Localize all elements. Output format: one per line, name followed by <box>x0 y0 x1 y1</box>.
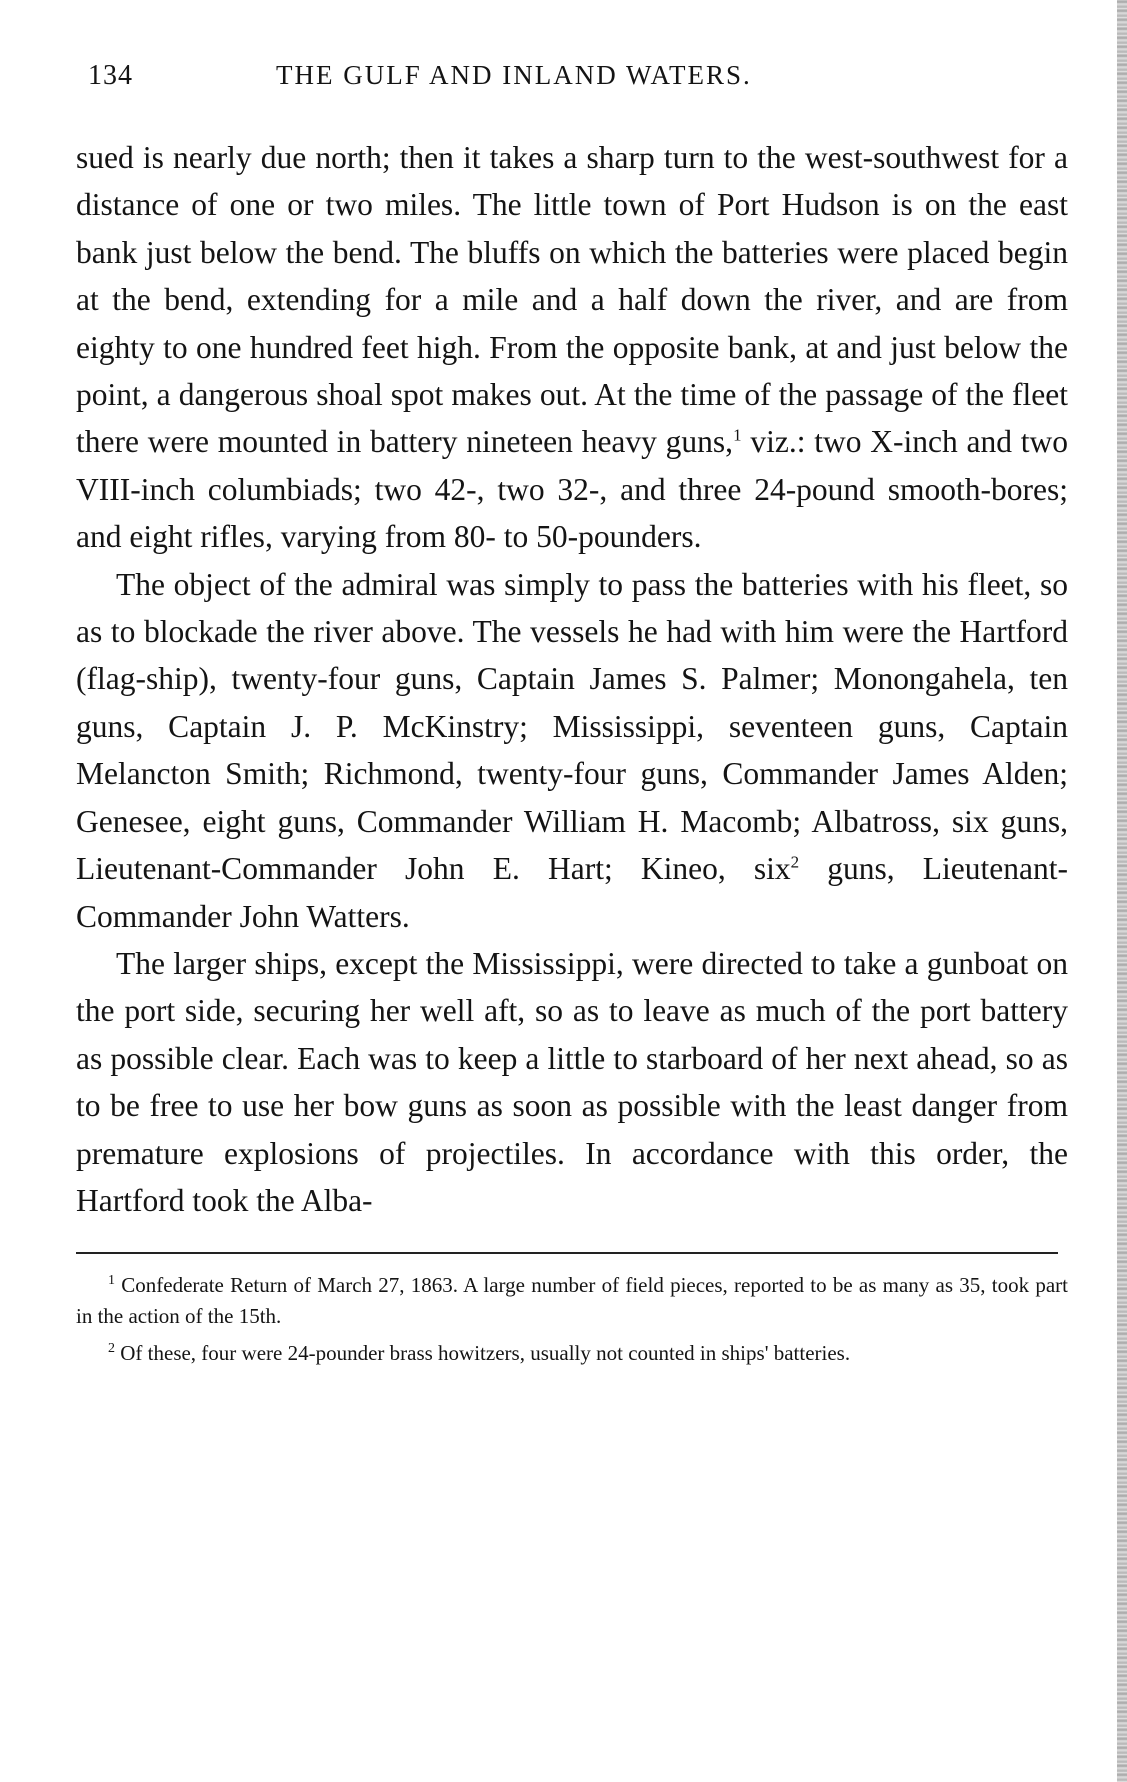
footnote-marker: 2 <box>108 1341 115 1357</box>
page-header <box>76 52 1068 102</box>
footnote-ref: 1 <box>733 425 742 445</box>
paragraph-3 <box>76 940 1068 1224</box>
paragraph-2 <box>76 561 1068 940</box>
footnote-text: Of these, four were 24-pounder brass howitzers, usually not counted in ships' batteries. <box>115 1341 851 1366</box>
page-edge-shadow <box>1117 0 1127 1782</box>
book-page <box>76 52 1068 1375</box>
paragraph-1 <box>76 134 1068 561</box>
page-number: 134 <box>88 60 133 91</box>
footnote-text: Confederate Return of March 27, 1863. A large number of field pieces, reported to be as many as 35, took part in the action of the 15th. <box>76 1273 1068 1329</box>
paragraph-text-continued: viz.: two X-inch and two VIII-inch columbiads; two 42-, two 32-, and three 24-pound smooth-bores; and eight rifles, varying from 80- to 50-pounders. <box>76 424 1068 555</box>
footnotes <box>76 1270 1068 1369</box>
body-text <box>76 134 1068 1224</box>
footnote-2 <box>76 1338 1068 1369</box>
footnote-marker: 1 <box>108 1273 115 1289</box>
paragraph-text: The larger ships, except the Mississippi, were directed to take a gunboat on the port side, securing her well aft, so as to leave as much of the port battery as possible clear. Each was to keep a little to starboard of her next ahead, so as to be free to use her bow guns as soon as possible with the least danger from premature explosions of projectiles. In accordance with this order, the Hartford took the Alba- <box>76 945 1068 1218</box>
footnote-divider <box>76 1252 1058 1254</box>
running-title: THE GULF AND INLAND WATERS. <box>276 60 752 90</box>
footnote-ref: 2 <box>790 852 800 872</box>
paragraph-text: sued is nearly due north; then it takes a sharp turn to the west-southwest for a distance of one or two miles. The little town of Port Hudson is on the east bank just below the bend. The bluffs on which the batteries were placed begin at the bend, extending for a mile and a half down the river, and are from eighty to one hundred feet high. From the opposite bank, at and just below the point, a dangerous shoal spot makes out. At the time of the passage of the fleet there were mounted in battery nineteen heavy guns, <box>76 140 1068 460</box>
footnote-1 <box>76 1270 1068 1332</box>
paragraph-text: The object of the admiral was simply to pass the batteries with his fleet, so as to blockade the river above. The vessels he had with him were the Hartford (flag-ship), twenty-four guns, Captain James S. Palmer; Monongahela, ten guns, Captain J. P. McKinstry; Mississippi, seventeen guns, Captain Melancton Smith; Richmond, twenty-four guns, Commander James Alden; Genesee, eight guns, Commander William H. Macomb; Albatross, six guns, Lieutenant-Commander John E. Hart; Kineo, six <box>76 566 1068 887</box>
paragraph-text-continued: guns, Lieutenant-Commander John Watters. <box>76 851 1068 934</box>
